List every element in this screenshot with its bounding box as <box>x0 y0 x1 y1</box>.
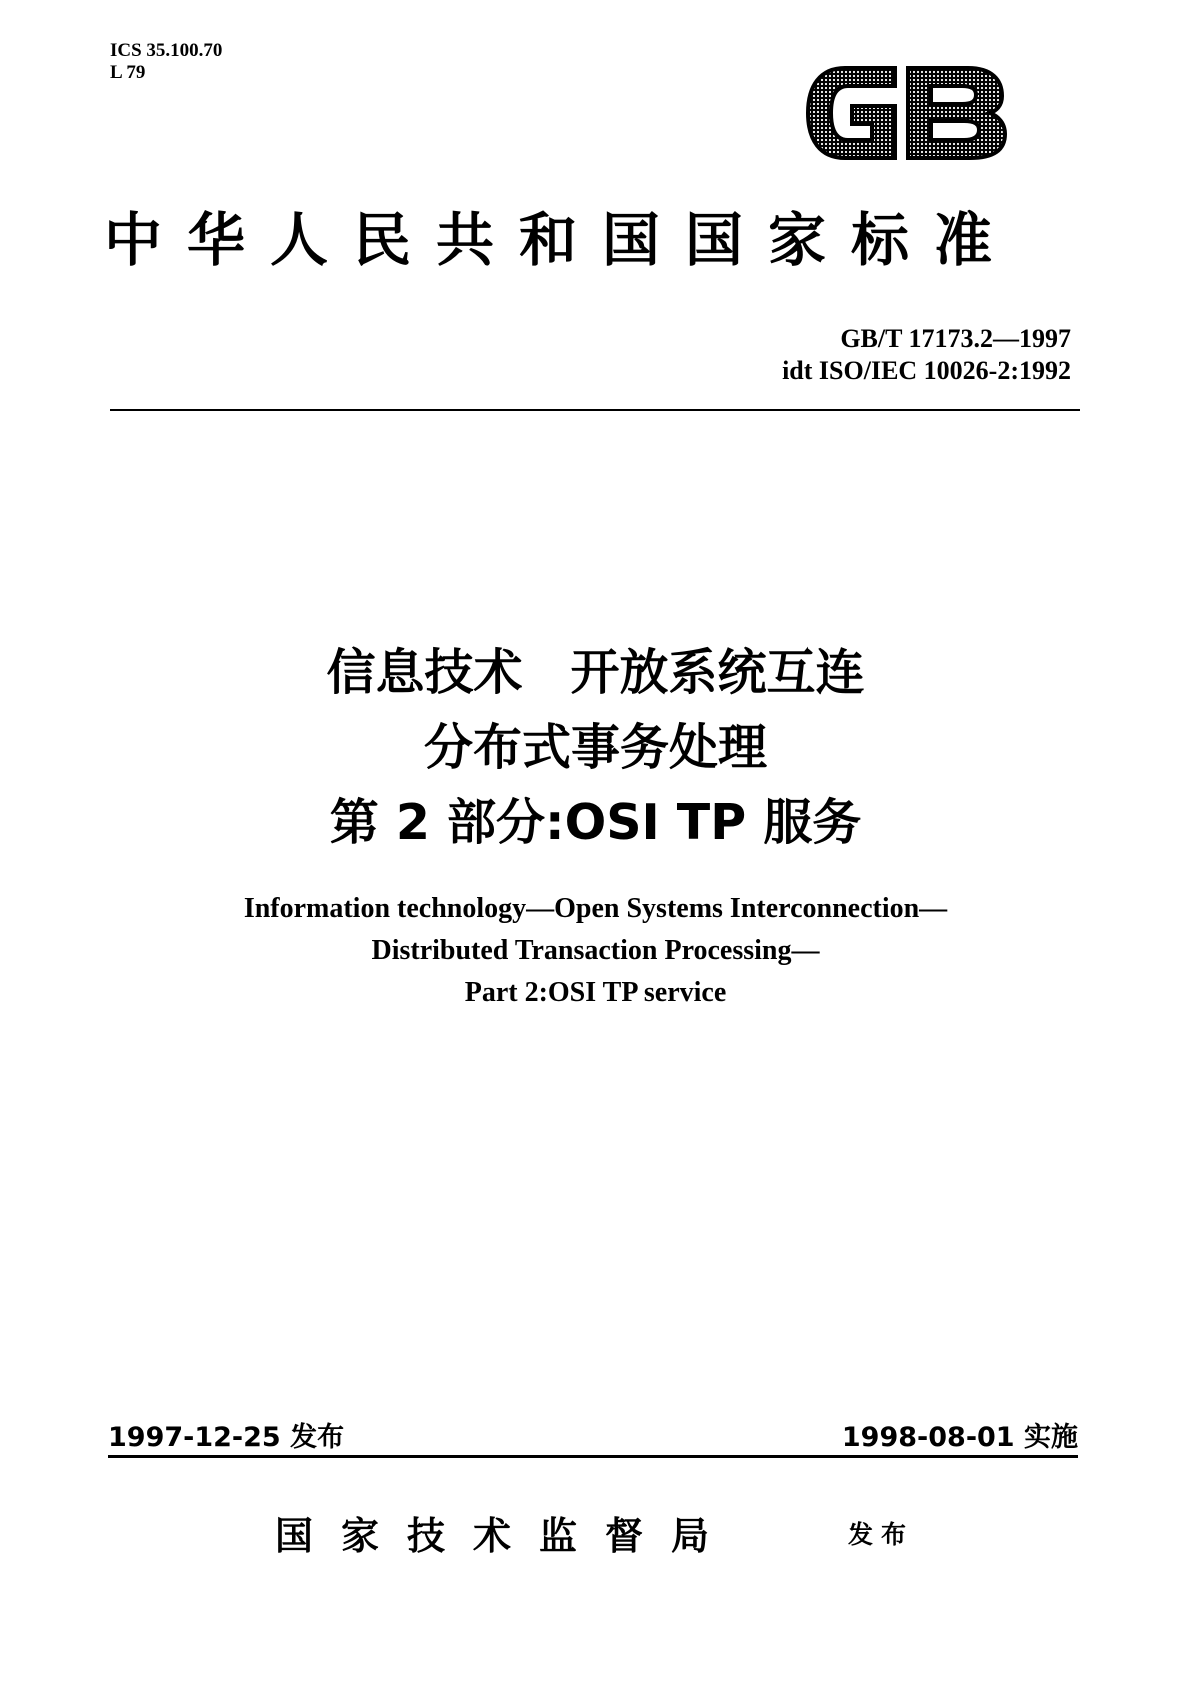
chinese-title <box>0 635 1191 860</box>
english-title-line-3: Part 2:OSI TP service <box>464 977 727 1008</box>
iso-equivalence: idt ISO/IEC 10026-2:1992 <box>782 356 1071 385</box>
gb-logo-graphic <box>800 58 1010 168</box>
chinese-title-line-1-part-2: 开放系统互连 <box>570 644 865 701</box>
chinese-title-line-2: 分布式事务处理 <box>423 719 767 776</box>
english-title-line-2: Distributed Transaction Processing— <box>371 935 820 966</box>
standard-codes <box>782 323 1071 387</box>
issuing-authority: 国家技术监督局 <box>275 1513 738 1558</box>
english-title-line-1: Information technology—Open Systems Interconnection— <box>243 893 948 924</box>
bottom-divider <box>108 1455 1078 1458</box>
chinese-title-line-1-part-1: 信息技术 <box>326 644 523 701</box>
classification-block <box>110 40 222 84</box>
ics-code: ICS 35.100.70 <box>110 40 223 61</box>
english-title <box>0 888 1191 1014</box>
standard-number: GB/T 17173.2—1997 <box>840 324 1071 353</box>
issue-date: 1997-12-25 发布 <box>108 1422 345 1453</box>
implementation-date: 1998-08-01 实施 <box>841 1422 1078 1453</box>
chinese-title-line-1 <box>0 635 1191 710</box>
category-code: L 79 <box>110 62 146 83</box>
gb-logo-icon <box>800 58 1010 168</box>
issuing-action: 发布 <box>848 1520 915 1549</box>
top-divider <box>110 409 1080 411</box>
national-standard-title: 中华人民共和国国家标准 <box>104 206 1018 274</box>
chinese-title-line-3: 第 2 部分:OSI TP 服务 <box>329 794 862 851</box>
